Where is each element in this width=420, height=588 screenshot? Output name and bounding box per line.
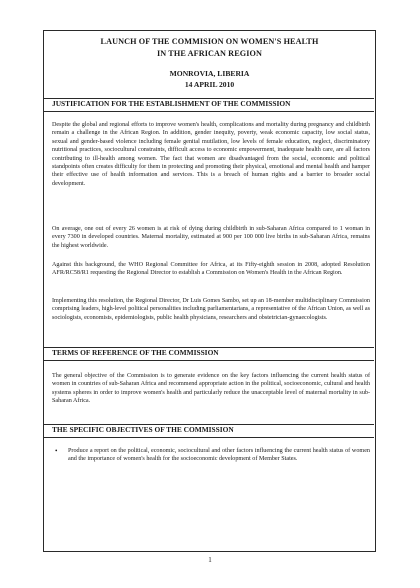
- paragraph-justification-3: Against this background, the WHO Regional Committee for Africa, at its Fifty-eighth session in 2008, adopted Resolution AFR/RC58/R1 requesting the Regional Director to establish a Commission on Women's Health in the African Region.: [52, 262, 370, 277]
- paragraph-justification-4: Implementing this resolution, the Regional Director, Dr Luis Gomes Sambo, set up an 18-member multidisciplinary Commission comprising leaders, high-level political personalities including parliamentarians, a representative of the African Union, as well as sociologists, economists, epidemiologists, public health physicians, researchers and obstetrician-gynaecologists.: [52, 298, 370, 321]
- bullet-text: Produce a report on the political, economic, sociocultural and other factors influencing the current health status of women and the importance of women's health for the socioeconomic development of Member States.: [68, 448, 370, 463]
- title-line-2: IN THE AFRICAN REGION: [157, 48, 262, 58]
- paragraph-justification-1: Despite the global and regional efforts to improve women's health, complications and mortality during pregnancy and childbirth remain a challenge in the African Region. In addition, gender inequity, poverty, weak economic capacity, low social status, sexual and gender-based violence including female genital mutilation, low levels of female education, neglect, discriminatory nutritional practices, sociocultural constraints, difficult access to economic empowerment, inadequate health care, are all factors contributing to ill-health among women. The fact that women are disadvantaged from the social, economic and political standpoints often creates difficulty for them in protecting and promoting their physical, emotional and mental health and hamper their effective use of health information and services. This is a breach of human rights and a barrier to broader social development.: [52, 122, 370, 187]
- dateline-date: 14 APRIL 2010: [184, 80, 235, 89]
- document-title: [43, 36, 376, 59]
- page-number: 1: [208, 556, 212, 564]
- dateline: [43, 68, 376, 90]
- dateline-place: MONROVIA, LIBERIA: [169, 69, 250, 78]
- title-line-1: LAUNCH OF THE COMMISION ON WOMEN'S HEALTH: [100, 37, 319, 46]
- section-heading-justification: JUSTIFICATION FOR THE ESTABLISHMENT OF THE COMMISSION: [52, 99, 291, 108]
- section-heading-terms: TERMS OF REFERENCE OF THE COMMISSION: [52, 348, 219, 357]
- paragraph-justification-2: On average, one out of every 26 women is at risk of dying during childbirth in sub-Saharan Africa compared to 1 woman in every 7300 in developed countries. Maternal mortality, estimated at 900 per 100 000 live births in sub-Saharan Africa, remains the highest worldwide.: [52, 226, 370, 249]
- section-heading-objectives: THE SPECIFIC OBJECTIVES OF THE COMMISSION: [52, 425, 234, 434]
- bullet-icon: •: [55, 447, 58, 455]
- paragraph-terms: The general objective of the Commission is to generate evidence on the key factors influencing the current health status of women in countries of sub-Saharan Africa and recommend appropriate action in the political, socioeconomic, cultural and health systems spheres in order to improve women's health and particularly reduce the unacceptable level of maternal mortality in sub-Saharan Africa.: [52, 373, 370, 405]
